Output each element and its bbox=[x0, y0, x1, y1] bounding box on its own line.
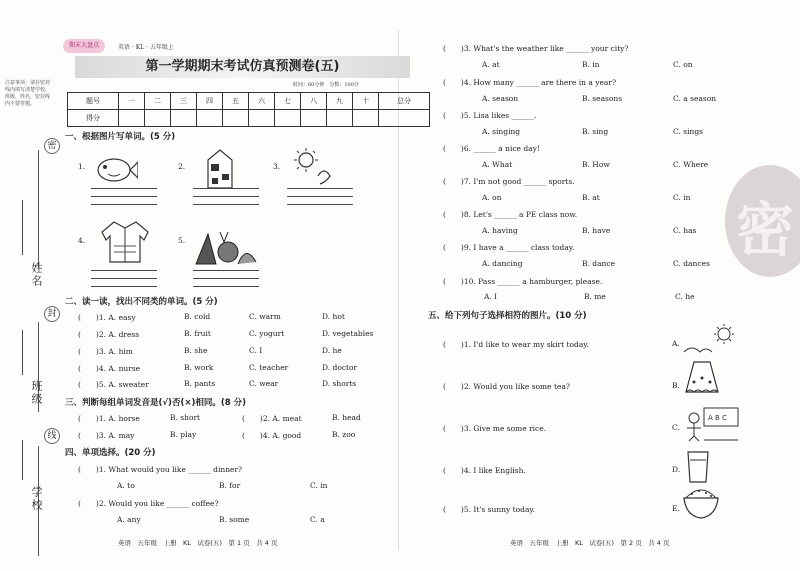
picture-letter: A. bbox=[672, 339, 680, 348]
fish-picture bbox=[92, 150, 138, 186]
seal-stamp-char: 密 bbox=[736, 196, 795, 264]
seal-char: 封 bbox=[44, 306, 60, 322]
sound-pair[interactable]: ( )4. A. good bbox=[242, 431, 302, 440]
answer-line[interactable] bbox=[287, 204, 353, 205]
sound-pair[interactable]: ( )3. A. may bbox=[78, 431, 135, 440]
picture-letter: B. bbox=[672, 381, 680, 390]
sunny-picture bbox=[682, 322, 738, 354]
class-blank[interactable] bbox=[22, 330, 23, 375]
school-label: 学校 bbox=[30, 486, 43, 512]
option-c: C. teacher bbox=[249, 363, 289, 372]
score-input[interactable] bbox=[145, 110, 171, 127]
name-label: 姓名 bbox=[30, 262, 43, 288]
option-d: D. shorts bbox=[322, 379, 357, 388]
vegetables-picture bbox=[194, 226, 258, 266]
question-stem[interactable]: ( )1. What would you like ______ dinner? bbox=[78, 465, 243, 474]
option-d: D. vegetables bbox=[322, 329, 374, 338]
question-stem[interactable]: ( )4. How many ______ are there in a year? bbox=[443, 78, 616, 87]
answer-line[interactable] bbox=[287, 188, 353, 189]
answer-line[interactable] bbox=[91, 278, 157, 279]
brand-badge: 期末大盘点 bbox=[63, 39, 105, 53]
score-input[interactable] bbox=[327, 110, 353, 127]
option-c[interactable]: C. a bbox=[310, 515, 325, 524]
name-blank[interactable] bbox=[22, 200, 23, 255]
score-cell: 五 bbox=[223, 93, 249, 110]
score-header-row bbox=[68, 93, 430, 110]
section5-title: 五、给下列句子选择相符的图片。(10 分) bbox=[428, 311, 587, 321]
answer-line[interactable] bbox=[91, 286, 157, 287]
option-b[interactable]: B. some bbox=[219, 515, 250, 524]
odd-one-out-row[interactable]: ( )5. A. sweater bbox=[78, 380, 149, 389]
option-a[interactable]: A. I bbox=[484, 292, 498, 301]
match-sentence[interactable]: ( )2. Would you like some tea? bbox=[443, 382, 570, 391]
match-sentence[interactable]: ( )3. Give me some rice. bbox=[443, 424, 547, 433]
school-blank[interactable] bbox=[22, 440, 23, 480]
section4-title: 四、单项选择。(20 分) bbox=[65, 448, 156, 458]
question-stem[interactable]: ( )10. Pass ______ a hamburger, please. bbox=[443, 277, 603, 286]
score-cell: 四 bbox=[197, 93, 223, 110]
score-cell: 总分 bbox=[379, 93, 430, 110]
option-b: B. play bbox=[170, 430, 197, 439]
option-c[interactable]: C. Where bbox=[673, 160, 709, 169]
score-cell: 九 bbox=[327, 93, 353, 110]
option-c[interactable]: C. in bbox=[673, 193, 691, 202]
score-input[interactable] bbox=[171, 110, 197, 127]
pic-word-number: 2. bbox=[178, 162, 186, 171]
hot-sun-picture bbox=[290, 146, 338, 188]
score-cell: 十 bbox=[353, 93, 379, 110]
question-stem[interactable]: ( )9. I have a ______ class today. bbox=[443, 243, 575, 252]
time-info: 时间：60分钟 分数：100分 bbox=[293, 82, 359, 88]
option-b[interactable]: B. dance bbox=[582, 259, 616, 268]
option-c[interactable]: C. sings bbox=[673, 127, 703, 136]
answer-line[interactable] bbox=[91, 188, 157, 189]
option-b: B. pants bbox=[184, 379, 216, 388]
score-label: 得分 bbox=[68, 110, 119, 127]
tea-cup-picture bbox=[684, 448, 714, 486]
sound-pair[interactable]: ( )1. A. horse bbox=[78, 414, 140, 423]
sound-pair[interactable]: ( )2. A. meat bbox=[242, 414, 302, 423]
score-cell: 题号 bbox=[68, 93, 119, 110]
option-b[interactable]: B. How bbox=[582, 160, 610, 169]
option-a[interactable]: A. to bbox=[117, 481, 135, 490]
odd-one-out-row[interactable]: ( )2. A. dress bbox=[78, 330, 140, 339]
option-d: D. hot bbox=[322, 312, 345, 321]
score-cell: 二 bbox=[145, 93, 171, 110]
option-a[interactable]: A. singing bbox=[482, 127, 521, 136]
match-sentence[interactable]: ( )4. I like English. bbox=[443, 466, 526, 475]
answer-line[interactable] bbox=[193, 278, 259, 279]
option-c: C. I bbox=[249, 346, 263, 355]
match-sentence[interactable]: ( )1. I'd like to wear my skirt today. bbox=[443, 340, 589, 349]
board-letters: A B C bbox=[708, 414, 727, 422]
footer-left: 英语 五年级 上册 KL 试卷(五) 第 1 页 共 4 页 bbox=[118, 539, 278, 547]
question-stem[interactable]: ( )6. ______ a nice day! bbox=[443, 144, 540, 153]
seal-char: 线 bbox=[44, 428, 60, 444]
odd-one-out-row[interactable]: ( )4. A. nurse bbox=[78, 364, 141, 373]
score-table bbox=[67, 92, 430, 127]
section1-title: 一、根据图片写单词。(5 分) bbox=[65, 132, 176, 142]
score-value-row bbox=[68, 110, 430, 127]
score-input[interactable] bbox=[197, 110, 223, 127]
score-input[interactable] bbox=[223, 110, 249, 127]
score-cell: 一 bbox=[119, 93, 145, 110]
score-cell: 三 bbox=[171, 93, 197, 110]
pic-word-number: 4. bbox=[78, 236, 86, 245]
score-input[interactable] bbox=[249, 110, 275, 127]
pic-word-number: 3. bbox=[273, 162, 281, 171]
option-b: B. cold bbox=[184, 312, 211, 321]
answer-line[interactable] bbox=[193, 286, 259, 287]
class-label: 班级 bbox=[30, 380, 43, 406]
score-input[interactable] bbox=[275, 110, 301, 127]
odd-one-out-row[interactable]: ( )3. A. him bbox=[78, 347, 133, 356]
picture-letter: C. bbox=[672, 423, 680, 432]
option-b[interactable]: B. for bbox=[219, 481, 241, 490]
answer-line[interactable] bbox=[193, 196, 259, 197]
sweater-picture bbox=[96, 218, 154, 264]
title-banner bbox=[75, 56, 410, 78]
option-a[interactable]: A. any bbox=[117, 515, 141, 524]
pic-word-number: 5. bbox=[178, 236, 186, 245]
score-input[interactable] bbox=[353, 110, 379, 127]
option-a[interactable]: A. What bbox=[482, 160, 513, 169]
notice-text: 注意事项：请在密封线内填写清楚学校、班级、姓名，密封线内不要答题。 bbox=[5, 80, 51, 107]
answer-line[interactable] bbox=[193, 204, 259, 205]
option-b[interactable]: B. at bbox=[582, 193, 600, 202]
page-title: 第一学期期末考试仿真预测卷(五) bbox=[145, 59, 340, 74]
option-b[interactable]: B. in bbox=[582, 60, 600, 69]
picture-letter: D. bbox=[672, 465, 681, 474]
score-cell: 七 bbox=[275, 93, 301, 110]
option-b[interactable]: B. sing bbox=[582, 127, 609, 136]
pic-word-number: 1. bbox=[78, 162, 86, 171]
question-stem[interactable]: ( )7. I'm not good ______ sports. bbox=[443, 177, 575, 186]
skirt-picture bbox=[682, 358, 722, 396]
option-b[interactable]: B. have bbox=[582, 226, 611, 235]
option-c[interactable]: C. in bbox=[310, 481, 328, 490]
option-a[interactable]: A. dancing bbox=[482, 259, 523, 268]
option-c[interactable]: C. dances bbox=[673, 259, 710, 268]
option-a[interactable]: A. having bbox=[482, 226, 518, 235]
question-stem[interactable]: ( )8. Let's ______ a PE class now. bbox=[443, 210, 578, 219]
option-c: C. wear bbox=[249, 379, 279, 388]
match-sentence[interactable]: ( )5. It's sunny today. bbox=[443, 505, 536, 514]
option-a[interactable]: A. season bbox=[482, 94, 519, 103]
option-b[interactable]: B. me bbox=[584, 292, 606, 301]
rice-bowl-picture bbox=[682, 486, 720, 522]
answer-line[interactable] bbox=[91, 196, 157, 197]
option-b: B. head bbox=[332, 413, 361, 422]
milk-carton-picture bbox=[200, 148, 240, 190]
seal-line bbox=[38, 150, 39, 268]
option-c[interactable]: C. a season bbox=[673, 94, 717, 103]
question-stem[interactable]: ( )2. Would you like ______ coffee? bbox=[78, 499, 219, 508]
section3-title: 三、判断每组单词发音是(√)否(×)相同。(8 分) bbox=[65, 398, 246, 408]
option-b: B. she bbox=[184, 346, 208, 355]
score-input[interactable] bbox=[301, 110, 327, 127]
english-class-picture bbox=[682, 406, 740, 442]
question-stem[interactable]: ( )3. What's the weather like ______ your city? bbox=[443, 44, 629, 53]
footer-right: 英语 五年级 上册 KL 试卷(五) 第 2 页 共 4 页 bbox=[510, 539, 670, 547]
seal-char: 密 bbox=[44, 138, 60, 154]
option-d: D. he bbox=[322, 346, 342, 355]
answer-line[interactable] bbox=[193, 188, 259, 189]
answer-line[interactable] bbox=[91, 270, 157, 271]
answer-line[interactable] bbox=[193, 270, 259, 271]
score-input[interactable] bbox=[119, 110, 145, 127]
answer-line[interactable] bbox=[287, 196, 353, 197]
option-a[interactable]: A. on bbox=[482, 193, 502, 202]
section2-title: 二、读一读，找出不同类的单词。(5 分) bbox=[65, 297, 218, 307]
option-d: D. doctor bbox=[322, 363, 358, 372]
option-a[interactable]: A. at bbox=[482, 60, 500, 69]
option-b: B. short bbox=[170, 413, 201, 422]
score-cell: 八 bbox=[301, 93, 327, 110]
option-b: B. zoo bbox=[332, 430, 356, 439]
picture-letter: E. bbox=[672, 504, 680, 513]
option-c: C. yogurt bbox=[249, 329, 285, 338]
option-b: B. work bbox=[184, 363, 214, 372]
answer-line[interactable] bbox=[91, 204, 157, 205]
option-c[interactable]: C. on bbox=[673, 60, 693, 69]
odd-one-out-row[interactable]: ( )1. A. easy bbox=[78, 313, 136, 322]
option-b[interactable]: B. seasons bbox=[582, 94, 623, 103]
score-input[interactable] bbox=[379, 110, 430, 127]
option-c[interactable]: C. has bbox=[673, 226, 697, 235]
option-c: C. warm bbox=[249, 312, 281, 321]
option-b: B. fruit bbox=[184, 329, 211, 338]
subject-line: 英语 · KL · 五年级上 bbox=[118, 44, 174, 51]
score-cell: 六 bbox=[249, 93, 275, 110]
option-c[interactable]: C. he bbox=[675, 292, 695, 301]
question-stem[interactable]: ( )5. Lisa likes ______. bbox=[443, 111, 537, 120]
